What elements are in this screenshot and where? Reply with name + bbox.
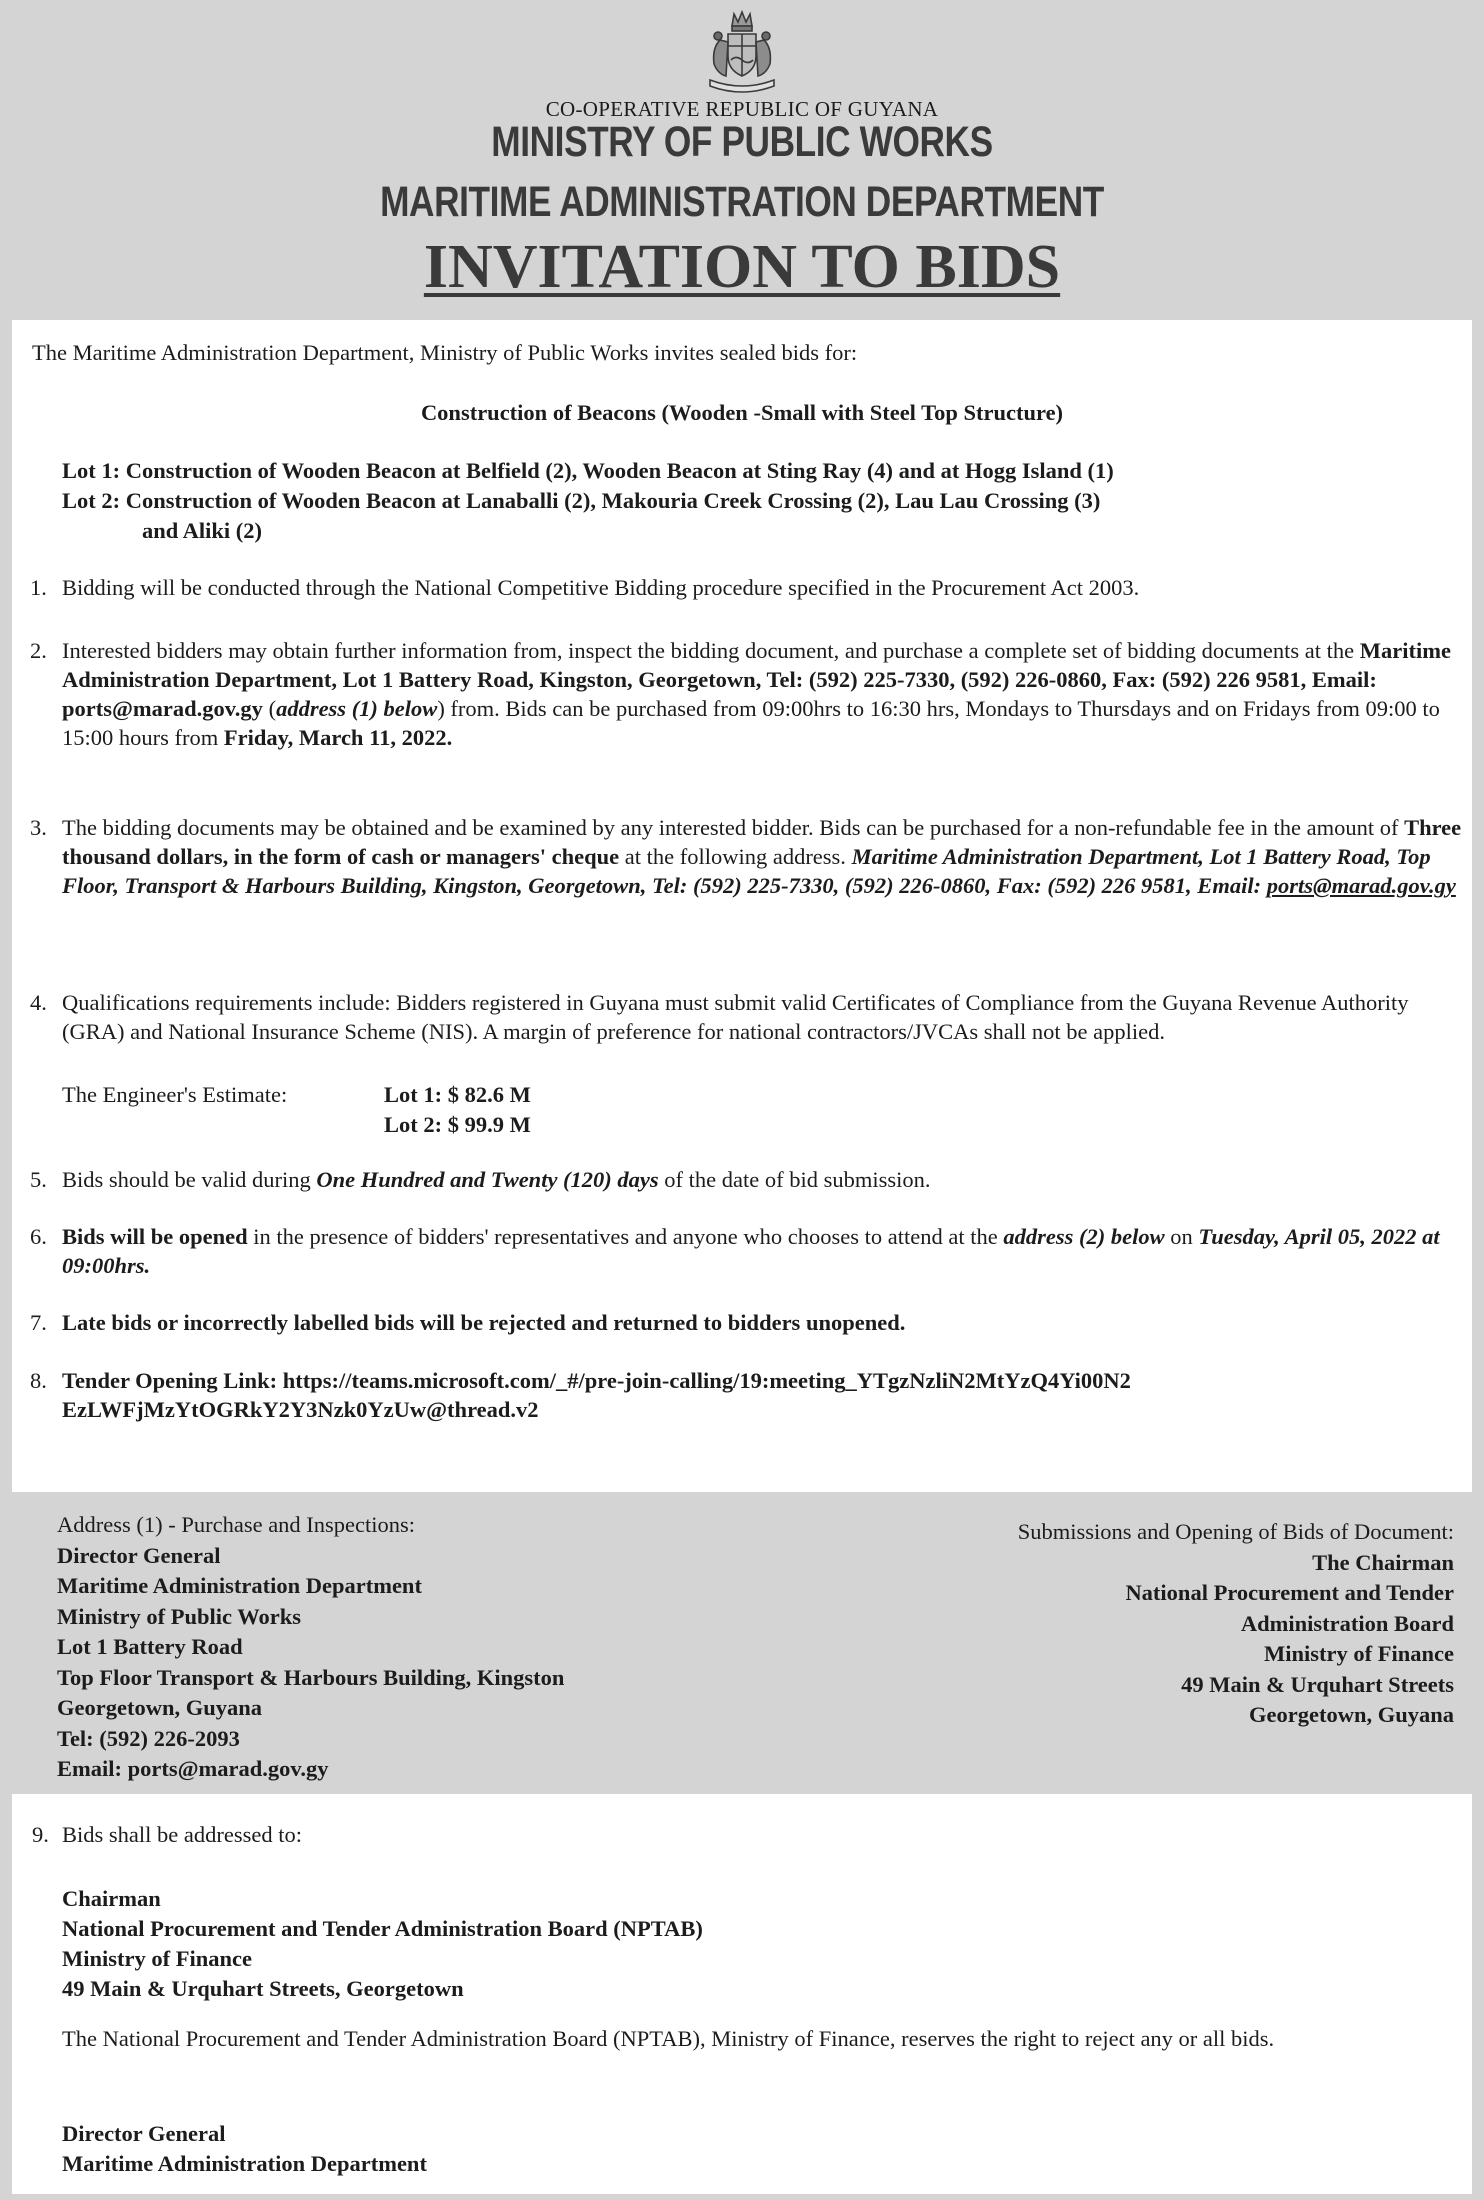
- address-2-line: The Chairman: [1312, 1549, 1454, 1575]
- item-number: 9.: [32, 1822, 49, 1847]
- lot-2-description: Lot 2: Construction of Wooden Beacon at Lanaballi (2), Makouria Creek Crossing (2), Lau Lau Crossing (3): [62, 488, 1101, 513]
- tender-opening-link-cont[interactable]: EzLWFjMzYtOGRkY2Y3Nzk0YzUw@thread.v2: [62, 1397, 539, 1422]
- purchase-start-date: Friday, March 11, 2022.: [223, 725, 453, 750]
- signoff-title: Director General: [62, 2121, 226, 2146]
- item-2-part: Interested bidders may obtain further information from, inspect the bidding document, and purchase a complete set of bidding documents at the: [62, 638, 1360, 663]
- item-5-text: [62, 1165, 1462, 1194]
- item-2-part: (: [262, 696, 277, 721]
- item-number: 8.: [30, 1368, 47, 1393]
- address-1-line: Ministry of Public Works: [57, 1603, 301, 1629]
- item-number: 3.: [30, 815, 47, 840]
- item-6-part: in the presence of bidders' representatives and anyone who chooses to attend at the: [247, 1224, 1004, 1249]
- bid-opening-date: Tuesday, April 05, 2022 at 09:00hrs.: [62, 1224, 1440, 1278]
- coat-of-arms-icon: [698, 10, 786, 94]
- bid-fee: Three thousand dollars, in the form of cash or managers' cheque: [62, 815, 1462, 869]
- address-1-line: Top Floor Transport & Harbours Building, Kingston: [57, 1664, 565, 1690]
- intro-text: The Maritime Administration Department, Ministry of Public Works invites sealed bids for:: [32, 340, 858, 365]
- addressee-line: National Procurement and Tender Administration Board (NPTAB): [62, 1916, 703, 1941]
- lot-2-description-cont: and Aliki (2): [142, 518, 263, 543]
- address-2-line: National Procurement and Tender: [1125, 1580, 1454, 1605]
- addressee-line: Ministry of Finance: [62, 1946, 252, 1971]
- project-title: Construction of Beacons (Wooden -Small with Steel Top Structure): [420, 400, 1064, 425]
- ministry-name: MINISTRY OF PUBLIC WORKS: [491, 118, 993, 166]
- address-reference: address (1) below: [276, 696, 438, 721]
- item-number: 5.: [30, 1167, 47, 1192]
- item-5-part: Bids should be valid during: [62, 1167, 317, 1192]
- estimate-lot-1: Lot 1: $ 82.6 M: [384, 1082, 531, 1107]
- address-1-line: Georgetown, Guyana: [57, 1695, 262, 1720]
- item-5-part: of the date of bid submission.: [658, 1167, 931, 1192]
- item-number: 2.: [30, 638, 47, 663]
- validity-period: One Hundred and Twenty (120) days: [316, 1167, 659, 1192]
- section-9-lead: Bids shall be addressed to:: [62, 1822, 302, 1847]
- address-1-line: Lot 1 Battery Road: [57, 1634, 243, 1659]
- addressee-line: Chairman: [62, 1886, 161, 1911]
- address-2-line: Administration Board: [1240, 1610, 1454, 1636]
- addressee-line: 49 Main & Urquhart Streets, Georgetown: [62, 1976, 464, 2001]
- address-2-heading: Submissions and Opening of Bids of Document:: [1017, 1519, 1454, 1544]
- address-2-line: Ministry of Finance: [1264, 1641, 1454, 1666]
- address-1-line: Tel: (592) 226-2093: [57, 1725, 240, 1751]
- email-link[interactable]: ports@marad.gov.gy: [1266, 873, 1456, 898]
- item-2-part: ) from. Bids can be purchased from 09:00hrs to 16:30 hrs, Mondays to Thursdays and on Fridays from 09:00 to 15:00 hours from: [62, 696, 1440, 750]
- signoff-block: [62, 2119, 427, 2179]
- bid-collection-address: Maritime Administration Department, Lot 1 Battery Road, Top Floor, Transport & Harbours Building, Kingston, Georgetown, Tel: (592) 225-7330, (592) 226-0860, Fax: (592) 226 9581, Email:: [62, 844, 1431, 898]
- item-number: 6.: [30, 1224, 47, 1249]
- address-1-heading: Address (1) - Purchase and Inspections:: [57, 1512, 416, 1537]
- lot-1-description: Lot 1: Construction of Wooden Beacon at Belfield (2), Wooden Beacon at Sting Ray (4) and at Hogg Island (1): [62, 458, 1114, 483]
- item-number: 7.: [30, 1310, 47, 1335]
- address-1-line: Director General: [57, 1542, 221, 1568]
- page-title: INVITATION TO BIDS: [423, 233, 1061, 301]
- tender-opening-link[interactable]: https://teams.microsoft.com/_#/pre-join-calling/19:meeting_YTgzNzliN2MtYzQ4Yi00N2: [282, 1368, 1131, 1393]
- item-6-text: [62, 1222, 1462, 1280]
- section-9-panel: [12, 1794, 1472, 2194]
- address-1-email: Email: ports@marad.gov.gy: [57, 1756, 329, 1781]
- reserve-rights-text: The National Procurement and Tender Administration Board (NPTAB), Ministry of Finance, reserves the right to reject any or all bids.: [62, 2026, 1275, 2051]
- department-name: MARITIME ADMINISTRATION DEPARTMENT: [380, 178, 1104, 226]
- address-1-line: Maritime Administration Department: [57, 1573, 422, 1598]
- republic-name: CO-OPERATIVE REPUBLIC OF GUYANA: [545, 97, 939, 121]
- header: [0, 0, 1484, 318]
- purchase-address-inline: Maritime Administration Department, Lot 1 Battery Road, Kingston, Georgetown, Tel: (592) 225-7330, (592) 226-0860, Fax: (592) 226 9581, Email: ports@marad.gov.gy: [62, 638, 1451, 721]
- item-3-part: The bidding documents may be obtained and be examined by any interested bidder. Bids can be purchased for a non-refundable fee in the amount of: [62, 815, 1405, 840]
- item-3-text: [62, 813, 1462, 900]
- estimate-label: The Engineer's Estimate:: [62, 1082, 288, 1107]
- item-7-text: Late bids or incorrectly labelled bids will be rejected and returned to bidders unopened.: [62, 1310, 906, 1335]
- item-4-text: Qualifications requirements include: Bidders registered in Guyana must submit valid Certificates of Compliance from the Guyana Revenue Authority (GRA) and National Insurance Scheme (NIS). A margin of preference for national contractors/JVCAs shall not be applied.: [62, 990, 1409, 1044]
- address-reference: address (2) below: [1003, 1224, 1165, 1249]
- item-6-part: on: [1164, 1224, 1199, 1249]
- address-2-line: 49 Main & Urquhart Streets: [1181, 1671, 1454, 1697]
- tender-link-label: Tender Opening Link:: [62, 1368, 283, 1393]
- addressee-block: [62, 1884, 703, 2004]
- item-8-text: [62, 1366, 1462, 1424]
- item-3-part: at the following address.: [619, 844, 852, 869]
- item-6-part: Bids will be opened: [62, 1224, 248, 1249]
- item-number: 4.: [30, 990, 47, 1015]
- item-1-text: Bidding will be conducted through the National Competitive Bidding procedure specified in the Procurement Act 2003.: [62, 575, 1140, 600]
- item-number: 1.: [30, 575, 47, 600]
- address-2-line: Georgetown, Guyana: [1249, 1702, 1454, 1727]
- address-2-block: [1018, 1517, 1454, 1731]
- signoff-department: Maritime Administration Department: [62, 2151, 427, 2176]
- estimate-lot-2: Lot 2: $ 99.9 M: [384, 1112, 531, 1137]
- item-2-text: [62, 636, 1462, 752]
- address-1-block: [57, 1510, 564, 1785]
- main-notice-panel: [12, 320, 1472, 1492]
- address-band: [0, 1492, 1484, 1794]
